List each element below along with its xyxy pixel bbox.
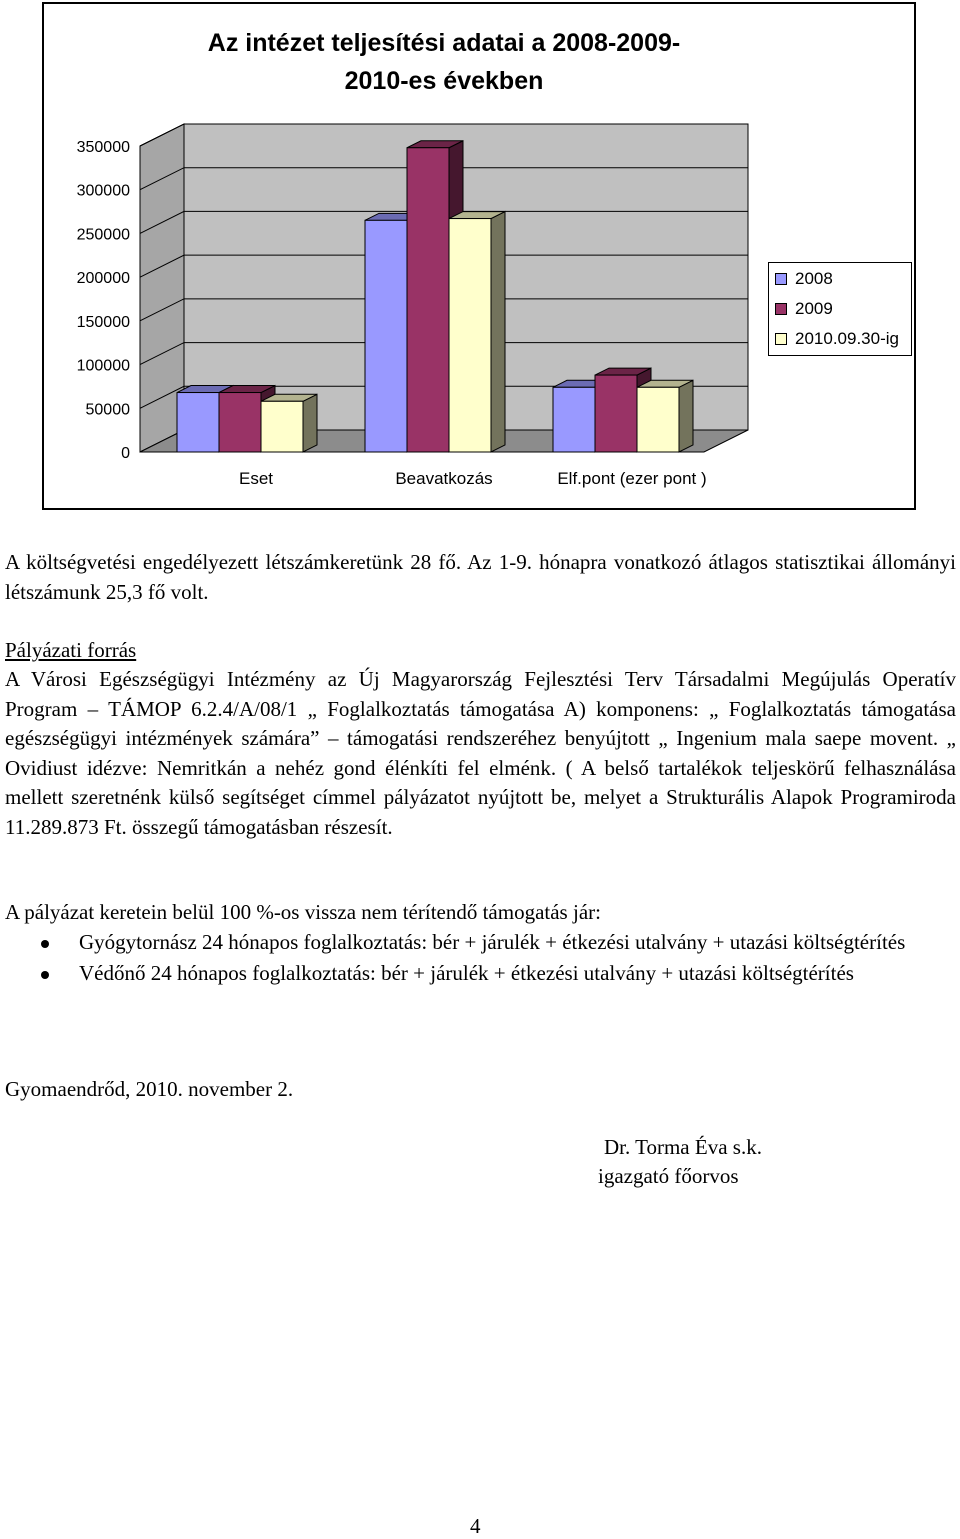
chart-frame — [42, 2, 916, 510]
support-intro: A pályázat keretein belül 100 %-os vissza nem térítendő támogatás jár: — [5, 900, 601, 924]
list-item-text: Védőnő 24 hónapos foglalkoztatás: bér + járulék + étkezési utalvány + utazási költségtérítés — [79, 960, 854, 985]
support-list — [5, 928, 956, 989]
bar — [365, 220, 407, 452]
signatory-name: Dr. Torma Éva s.k. — [604, 1135, 762, 1159]
y-tick-label: 350000 — [76, 139, 130, 156]
bar — [261, 401, 303, 452]
x-tick-label: Elf.pont (ezer pont ) — [557, 469, 707, 488]
bar — [449, 219, 491, 452]
list-item — [5, 959, 956, 989]
bar — [219, 393, 261, 452]
y-tick-label: 100000 — [76, 357, 130, 375]
legend-swatch-2010 — [775, 333, 787, 345]
bar-side — [491, 212, 505, 452]
legend-label: 2010.09.30-ig — [795, 329, 899, 348]
chart-title-line-2: 2010-es években — [344, 67, 544, 95]
legend-item-2008 — [769, 265, 913, 293]
y-tick-label: 150000 — [76, 313, 130, 331]
chart-legend — [768, 262, 912, 356]
bar-side — [303, 394, 317, 452]
legend-item-2010 — [769, 325, 913, 353]
page-number: 4 — [470, 1514, 481, 1538]
legend-swatch-2009 — [775, 303, 787, 315]
x-tick-label: Eset — [238, 469, 274, 488]
bar — [177, 393, 219, 452]
bar — [407, 148, 449, 452]
list-item-text: Gyógytornász 24 hónapos foglalkoztatás: bér + járulék + étkezési utalvány + utazási költségtérítés — [79, 930, 906, 954]
section-heading: Pályázati forrás — [5, 638, 137, 662]
y-tick-label: 300000 — [76, 182, 130, 200]
legend-swatch-2008 — [775, 273, 787, 285]
chart-title-line-1: Az intézet teljesítési adatai a 2008-2009- — [207, 29, 681, 57]
bar-side — [679, 380, 693, 452]
x-tick-label: Beavatkozás — [395, 469, 493, 488]
y-tick-label: 0 — [121, 445, 130, 462]
staff-paragraph: A költségvetési engedélyezett létszámkeretünk 28 fő. Az 1-9. hónapra vonatkozó átlagos statisztikai állományi létszámunk 25,3 fő volt. — [5, 550, 956, 604]
bar-chart — [44, 4, 914, 508]
bar — [637, 387, 679, 452]
legend-label: 2009 — [795, 299, 833, 318]
legend-item-2009 — [769, 295, 913, 323]
y-tick-label: 50000 — [85, 401, 130, 419]
legend-label: 2008 — [795, 269, 833, 288]
bar — [553, 387, 595, 452]
bar — [595, 375, 637, 452]
y-tick-label: 200000 — [76, 270, 130, 288]
list-item — [5, 928, 956, 958]
signatory-title: igazgató főorvos — [598, 1164, 739, 1188]
bullet-icon — [41, 940, 49, 948]
y-tick-label: 250000 — [76, 226, 130, 244]
bullet-icon — [41, 971, 49, 979]
place-date: Gyomaendrőd, 2010. november 2. — [5, 1077, 294, 1101]
grant-paragraph: A Városi Egészségügyi Intézmény az Új Magyarország Fejlesztési Terv Társadalmi Megújulás Operatív Program – TÁMOP 6.2.4/A/08/1 „ Foglalkoztatás támogatása A) komponens: „ Foglalkoztatás támogatása egészségügyi intézmények számára” – támogatási rendszeréhez benyújtott „ Ingenium mala saepe movent. „ Ovidiust idézve: Nemritkán a nehéz gond élénkíti fel elménk. ( A belső tartalékok teljeskörű felhasználása mellett szeretnénk külső segítséget címmel pályázatot nyújtott be, melyet a Strukturális Alapok Programiroda 11.289.873 Ft. összegű támogatásban részesít. — [5, 667, 956, 839]
